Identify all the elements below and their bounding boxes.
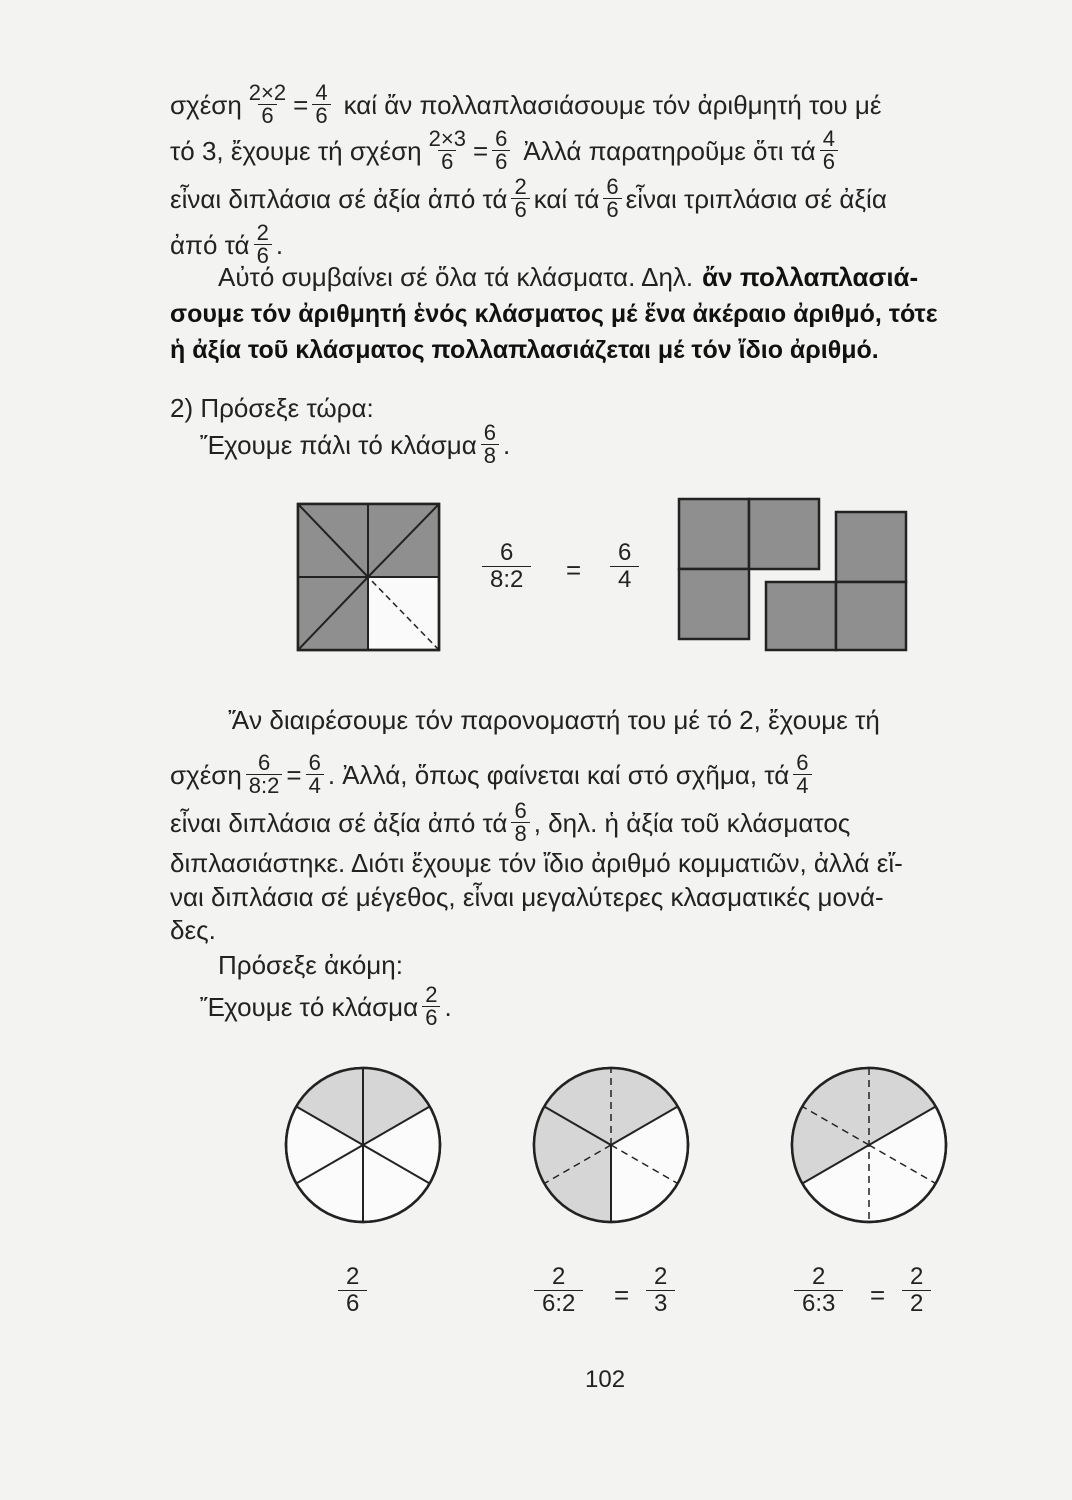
quarter-piece: [749, 499, 819, 569]
period: .: [275, 229, 284, 260]
text-line-14: [170, 882, 1040, 912]
bold-rule-text: ἄν πολλαπλασιά-: [702, 262, 919, 292]
text-line-6: [170, 299, 1040, 329]
text-span: τό 3, ἔχουμε τή σχέση: [170, 135, 422, 166]
text-span: Αὐτό συμβαίνει σέ ὅλα τά κλάσματα. Δηλ.: [218, 262, 694, 292]
text-span: ναι διπλάσια σέ μέγεθος, εἶναι μεγαλύτερες κλασματικές μονά-: [170, 882, 884, 912]
text-span: Ἀλλά παρατηροῦμε ὅτι τά: [523, 135, 816, 166]
caption-fraction-2-over-6-2: $\frac{2}{6:2}$: [534, 1264, 583, 1317]
bold-rule-text: ἡ ἀξία τοῦ κλάσματος πολλαπλασιάζεται μέ τόν ἴδιο ἀριθμό.: [170, 336, 879, 364]
figure-fraction-6-over-4: $\frac{6}{4}$: [610, 540, 639, 593]
quarter-piece: [766, 582, 836, 650]
text-span: , δηλ. ἡ ἀξία τοῦ κλάσματος: [533, 807, 851, 838]
text-line-11: [170, 752, 1040, 797]
text-span: εἶναι διπλάσια σέ ἀξία ἀπό τά: [170, 807, 508, 838]
square-eighths-figure: [296, 502, 441, 652]
page-number: 102: [585, 1366, 626, 1393]
text-line-2: [170, 128, 1040, 173]
fraction-6-over-4: $\frac{6}{4}$: [793, 752, 811, 797]
quarter-piece: [836, 582, 906, 650]
text-span: σχέση: [170, 89, 242, 120]
period: .: [503, 429, 511, 460]
caption-fraction-2-over-6-3: $\frac{2}{6:3}$: [794, 1264, 843, 1317]
figure-fraction-6-over-8-2: $\frac{6}{8:2}$: [482, 540, 531, 593]
text-line-5: [218, 262, 1048, 292]
equals-sign: =: [614, 1280, 630, 1310]
circle-thirds-figure: [530, 1064, 692, 1226]
quarter-pieces-figure: [676, 496, 912, 654]
text-line-15: [170, 915, 1040, 945]
text-line-1: [170, 82, 1040, 127]
caption-fraction-2-over-2: $\frac{2}{2}$: [902, 1264, 931, 1317]
text-line-9: [200, 422, 1070, 467]
text-span: Πρόσεξε ἀκόμη:: [218, 950, 403, 980]
bold-rule-text: σουμε τόν ἀριθμητή ἑνός κλάσματος μέ ἕνα ἀκέραιο ἀριθμό, τότε: [170, 300, 938, 328]
fraction-2x3-over-6: $\frac{2\times 3}{6}$: [428, 126, 466, 174]
text-line-3: [170, 176, 1040, 221]
fraction-2x2-over-6: $\frac{2\times 2}{6}$: [248, 80, 287, 128]
text-span: καί ἄν πολλαπλασιάσουμε τόν ἀριθμητή του μέ: [343, 89, 882, 120]
fraction-2-over-6: $\frac{2}{6}$: [254, 222, 272, 267]
quarter-piece: [679, 569, 749, 639]
fraction-2-over-6: $\frac{2}{6}$: [511, 176, 529, 221]
text-line-16: [218, 950, 1072, 980]
text-span: εἶναι τριπλάσια σέ ἀξία: [625, 183, 887, 214]
text-span: Ἔχουμε πάλι τό κλάσμα: [200, 429, 477, 460]
fraction-4-over-6: $\frac{4}{6}$: [312, 82, 330, 127]
text-line-7: [170, 335, 1040, 365]
text-span: δες.: [170, 915, 216, 945]
equals-sign: =: [566, 555, 582, 585]
fraction-6-over-8: $\frac{6}{8}$: [481, 422, 499, 467]
caption-fraction-2-over-6: $\frac{2}{6}$: [338, 1264, 367, 1317]
section-heading: 2) Πρόσεξε τώρα:: [170, 393, 374, 423]
equals-sign: =: [293, 89, 309, 120]
text-line-10: [228, 705, 1043, 735]
fraction-6-over-8: $\frac{6}{8}$: [511, 800, 529, 845]
quarter-piece: [836, 512, 906, 582]
text-line-12: [170, 800, 1040, 845]
text-line-4: [170, 222, 1040, 267]
text-span: . Ἀλλά, ὅπως φαίνεται καί στό σχῆμα, τά: [327, 759, 790, 790]
fraction-6-over-6: $\frac{6}{6}$: [603, 176, 621, 221]
fraction-6-over-4: $\frac{6}{4}$: [306, 752, 324, 797]
text-span: καί τά: [533, 183, 600, 214]
equals-sign: =: [286, 759, 302, 790]
fraction-6-over-6: $\frac{6}{6}$: [492, 128, 510, 173]
quarter-piece: [679, 499, 749, 569]
fraction-4-over-6: $\frac{4}{6}$: [820, 128, 838, 173]
circle-halves-figure: [788, 1064, 950, 1226]
text-span: ἀπό τά: [170, 229, 250, 260]
fraction-2-over-6: $\frac{2}{6}$: [422, 984, 440, 1029]
text-span: Ἄν διαιρέσουμε τόν παρονομαστή του μέ τό 2, ἔχουμε τή: [228, 705, 880, 735]
text-line-13: [170, 848, 1040, 878]
equals-sign: =: [472, 135, 489, 166]
text-line-17: [200, 984, 1070, 1029]
period: .: [444, 991, 452, 1022]
text-span: σχέση: [170, 759, 242, 790]
text-span: εἶναι διπλάσια σέ ἀξία ἀπό τά: [170, 183, 508, 214]
caption-fraction-2-over-3: $\frac{2}{3}$: [646, 1264, 675, 1317]
fraction-6-over-8-2: $\frac{6}{8:2}$: [246, 752, 283, 797]
circle-sixths-figure: [282, 1064, 444, 1226]
equals-sign: =: [870, 1280, 886, 1310]
text-line-8: [170, 393, 1040, 423]
text-span: διπλασιάστηκε. Διότι ἔχουμε τόν ἴδιο ἀριθμό κομματιῶν, ἀλλά εἴ-: [170, 848, 903, 878]
text-span: Ἔχουμε τό κλάσμα: [200, 991, 419, 1022]
